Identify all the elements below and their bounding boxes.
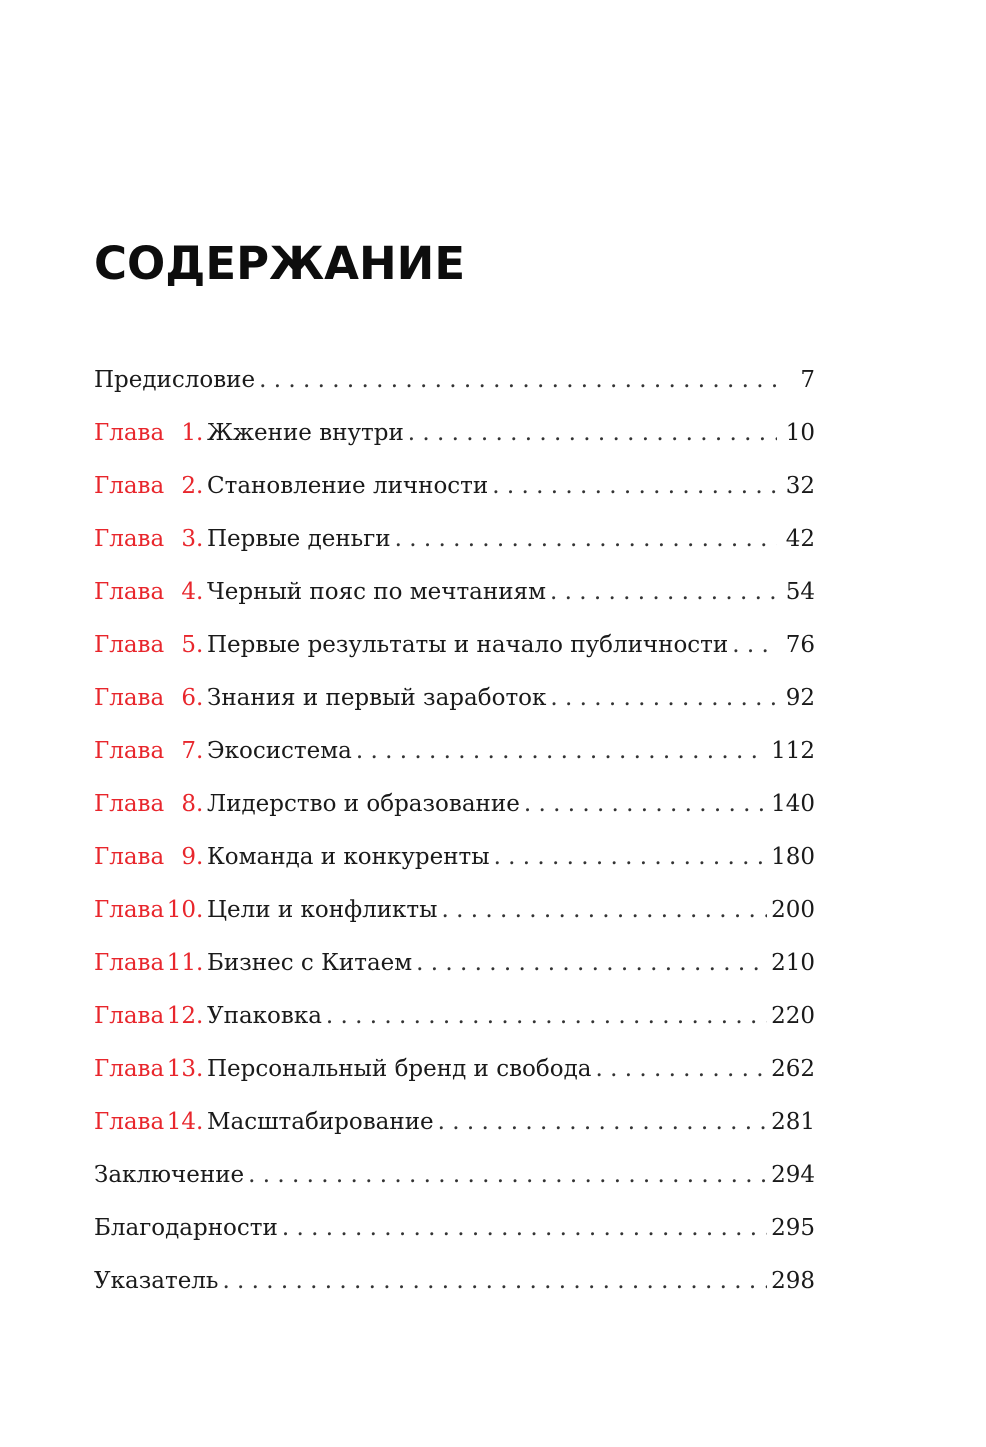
toc-entry-title: Первые деньги xyxy=(207,526,391,552)
toc-entry-chapter-13[interactable] xyxy=(94,1043,815,1096)
toc-entry-title: Знания и первый заработок xyxy=(207,685,547,711)
toc-entry-chapter-5[interactable] xyxy=(94,619,815,672)
toc-entry-chapter-4[interactable] xyxy=(94,566,815,619)
toc-page-number: 7 xyxy=(800,367,815,393)
chapter-label: Глава 8. xyxy=(94,791,204,817)
chapter-label: Глава 7. xyxy=(94,738,204,764)
toc-entry-title: Жжение внутри xyxy=(207,420,404,446)
toc-page-number: 294 xyxy=(771,1162,815,1188)
toc-page-number: 295 xyxy=(771,1215,815,1241)
toc-entry-title: Команда и конкуренты xyxy=(207,844,490,870)
toc-entry-preface[interactable] xyxy=(94,354,815,407)
toc-entry-title: Цели и конфликты xyxy=(207,897,438,923)
dot-leader xyxy=(494,831,768,884)
toc-entry-title: Экосистема xyxy=(207,738,352,764)
chapter-label: Глава 3. xyxy=(94,526,204,552)
toc-entry-title: Первые результаты и начало публичности xyxy=(207,632,729,658)
toc-page-number: 112 xyxy=(771,738,815,764)
dot-leader xyxy=(416,937,767,990)
toc-entry-title: Упаковка xyxy=(207,1003,322,1029)
toc-page-number: 200 xyxy=(771,897,815,923)
toc-entry-chapter-6[interactable] xyxy=(94,672,815,725)
chapter-label: Глава 4. xyxy=(94,579,204,605)
dot-leader xyxy=(595,1043,767,1096)
dot-leader xyxy=(438,1096,767,1149)
toc-page-number: 32 xyxy=(785,473,815,499)
toc-page-number: 210 xyxy=(771,950,815,976)
dot-leader xyxy=(356,725,767,778)
toc-page-number: 220 xyxy=(771,1003,815,1029)
toc-entry-chapter-11[interactable] xyxy=(94,937,815,990)
table-of-contents xyxy=(94,354,815,1308)
dot-leader xyxy=(395,513,777,566)
dot-leader xyxy=(282,1202,767,1255)
dot-leader xyxy=(550,566,777,619)
toc-entry-title: Черный пояс по мечтаниям xyxy=(207,579,546,605)
toc-entry-chapter-9[interactable] xyxy=(94,831,815,884)
toc-entry-chapter-2[interactable] xyxy=(94,460,815,513)
dot-leader xyxy=(259,354,777,407)
dot-leader xyxy=(732,619,777,672)
chapter-label: Глава 13. xyxy=(94,1056,204,1082)
toc-page-number: 76 xyxy=(785,632,815,658)
toc-entry-chapter-7[interactable] xyxy=(94,725,815,778)
toc-page-number: 262 xyxy=(771,1056,815,1082)
toc-entry-title: Благодарности xyxy=(94,1215,278,1241)
dot-leader xyxy=(492,460,777,513)
chapter-label: Глава 10. xyxy=(94,897,204,923)
chapter-label: Глава 1. xyxy=(94,420,204,446)
chapter-label: Глава 5. xyxy=(94,632,204,658)
toc-entry-title: Предисловие xyxy=(94,367,256,393)
toc-entry-chapter-10[interactable] xyxy=(94,884,815,937)
toc-page-number: 42 xyxy=(785,526,815,552)
dot-leader xyxy=(408,407,777,460)
toc-page-number: 180 xyxy=(771,844,815,870)
chapter-label: Глава 6. xyxy=(94,685,204,711)
toc-entry-title: Указатель xyxy=(94,1268,219,1294)
page-title: СОДЕРЖАНИЕ xyxy=(94,237,466,290)
toc-page-number: 140 xyxy=(771,791,815,817)
toc-page-number: 298 xyxy=(771,1268,815,1294)
dot-leader xyxy=(326,990,767,1043)
toc-page-number: 10 xyxy=(785,420,815,446)
toc-entry-title: Лидерство и образование xyxy=(207,791,520,817)
toc-entry-chapter-14[interactable] xyxy=(94,1096,815,1149)
chapter-label: Глава 2. xyxy=(94,473,204,499)
toc-entry-chapter-8[interactable] xyxy=(94,778,815,831)
toc-entry-title: Персональный бренд и свобода xyxy=(207,1056,592,1082)
toc-entry-index[interactable] xyxy=(94,1255,815,1308)
toc-entry-conclusion[interactable] xyxy=(94,1149,815,1202)
toc-entry-title: Бизнес с Китаем xyxy=(207,950,413,976)
chapter-label: Глава 12. xyxy=(94,1003,204,1029)
dot-leader xyxy=(550,672,777,725)
toc-entry-title: Заключение xyxy=(94,1162,245,1188)
toc-entry-acknowledgements[interactable] xyxy=(94,1202,815,1255)
toc-page-number: 281 xyxy=(771,1109,815,1135)
dot-leader xyxy=(222,1255,767,1308)
toc-page-number: 92 xyxy=(785,685,815,711)
toc-entry-title: Масштабирование xyxy=(207,1109,434,1135)
dot-leader xyxy=(524,778,767,831)
toc-page-number: 54 xyxy=(785,579,815,605)
toc-entry-chapter-12[interactable] xyxy=(94,990,815,1043)
dot-leader xyxy=(248,1149,767,1202)
toc-entry-chapter-3[interactable] xyxy=(94,513,815,566)
chapter-label: Глава 9. xyxy=(94,844,204,870)
dot-leader xyxy=(441,884,767,937)
chapter-label: Глава 11. xyxy=(94,950,204,976)
toc-entry-chapter-1[interactable] xyxy=(94,407,815,460)
chapter-label: Глава 14. xyxy=(94,1109,204,1135)
toc-entry-title: Становление личности xyxy=(207,473,489,499)
